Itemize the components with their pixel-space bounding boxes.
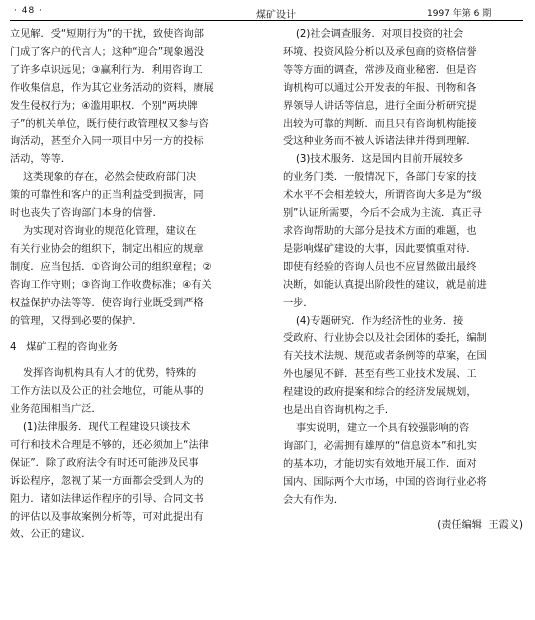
text-line: 也是出自咨询机构之手．	[283, 405, 396, 417]
text-line: 作收集信息，作为其它业务活动的资料，赓展	[10, 82, 214, 94]
page-number: · 48 ·	[14, 6, 43, 16]
section-heading: 4 煤矿工程的咨询业务	[10, 342, 118, 354]
text-line: 事实说明，建立一个具有较强影响的咨	[283, 422, 470, 434]
paragraph	[10, 169, 258, 223]
text-line: 界领导人讲话等信息，进行全面分析研究提	[283, 100, 477, 112]
text-line: 立见解．受“短期行为”的干扰，致使咨询部	[10, 29, 204, 40]
text-line: 一步．	[283, 297, 314, 309]
text-line: 受这种业务而不被人诉诸法律并得到理解．	[283, 136, 477, 148]
text-line: (1)法律服务．现代工程建设只谈技术	[10, 422, 191, 434]
text-line: 保证”．除了政府法令有时还可能涉及民事	[10, 457, 199, 469]
text-line: (2)社会调查服务．对项目投资的社会	[283, 29, 464, 40]
paragraph	[283, 420, 523, 510]
issue-label: 1997 年第 6 期	[427, 9, 492, 19]
text-line: 了许多卓识远见；③赢利行为．利用咨询工	[10, 64, 203, 76]
text-line: 有关行业协会的组织下，制定出相应的规章	[10, 243, 204, 255]
text-line: 制度．应当包括．①咨询公司的组织章程；②	[10, 261, 212, 273]
text-line: 的基本功，才能切实有效地开展工作．面对	[283, 458, 477, 470]
text-line: 有关技术法规、规范或者条例等的草案，在国	[283, 351, 487, 363]
text-line: (3)技术服务．这是国内目前开展较多	[283, 154, 464, 166]
paragraph	[283, 151, 523, 312]
text-line: 术水平不会相差较大，所谓咨询大多是为“级	[283, 190, 482, 202]
paragraph	[10, 223, 258, 330]
right-column	[283, 26, 523, 535]
left-column	[10, 26, 258, 544]
text-line: 出较为可靠的判断．而且只有咨询机构能接	[283, 118, 477, 130]
text-line: 询活动，甚至介入同一项目中另一方的投标	[10, 136, 204, 148]
paragraph	[10, 365, 258, 419]
text-line: 国内、国际两个大市场，中国的咨询行业必将	[283, 476, 487, 488]
text-line: 的管理，又得到必要的保护．	[10, 315, 143, 327]
text-line: 可行和技术合理是不够的，还必须加上“法律	[10, 439, 209, 451]
text-line: 会大有作为．	[283, 494, 345, 506]
paragraph	[283, 313, 523, 420]
text-line: 受政府、行业协会以及社会团体的委托，编制	[283, 333, 487, 345]
text-line: 门成了客户的代言人；这种“迎合”现象遏没	[10, 46, 204, 58]
paragraph	[283, 26, 523, 151]
paragraph	[10, 419, 258, 544]
text-line: 这类现象的存在，必然会使政府部门决	[10, 172, 197, 184]
text-line: 别”认证所需要，今后不会成为主流．真正寻	[283, 208, 482, 220]
text-line: 是影响煤矿建设的大事，因此要慎重对待．	[283, 243, 477, 255]
text-line: 发生侵权行为；④滥用职权．个别“两块牌	[10, 100, 198, 112]
text-line: 为实现对咨询业的规范化管理，建议在	[10, 225, 197, 237]
text-line: 询部门，必需拥有雄厚的“信息资本”和扎实	[283, 440, 477, 452]
text-line: 等等方面的调查，常涉及商业秘密．但是咨	[283, 64, 477, 76]
text-line: 外也屡见不鲜．甚至有些工业技术发展、工	[283, 369, 477, 381]
header-rule	[10, 20, 523, 21]
text-line: 时也丧失了咨询部门本身的信誉．	[10, 208, 163, 220]
text-line: 的评估以及事故案例分析等，可对此提出有	[10, 511, 204, 523]
text-line: 程建设的政府提案和综合的经济发展规划，	[283, 387, 477, 399]
text-line: (4)专题研究．作为经济性的业务．接	[283, 315, 464, 327]
journal-title: 煤矿设计	[256, 10, 296, 21]
text-line: 发挥咨询机构具有人才的优势，特殊的	[10, 368, 197, 380]
text-line: 策的可靠性和客户的正当利益受到损害，同	[10, 190, 204, 202]
editor-credit: (责任编辑 王霞义)	[437, 520, 523, 532]
text-line: 阻力．诸如法律运作程序的引导、合同文书	[10, 493, 204, 505]
text-line: 即使有经验的咨询人员也不应冒然做出最终	[283, 261, 477, 273]
text-line: 环境、投资风险分析以及承包商的资格信誉	[283, 46, 477, 58]
text-line: 业务范围相当广泛．	[10, 404, 102, 416]
text-line: 的业务门类．一般情况下，各部门专家的技	[283, 172, 477, 184]
running-header	[0, 0, 535, 22]
text-line: 咨询工作守则；③咨询工作收费标准；④有关	[10, 279, 212, 291]
text-line: 询机构可以通过公开发表的年报、刊物和各	[283, 82, 477, 94]
text-line: 决断，如能认真提出阶段性的建议，就是前进	[283, 279, 487, 291]
paragraph	[10, 26, 258, 169]
text-line: 活动，等等．	[10, 154, 72, 166]
text-line: 权益保护办法等等．使咨询行业既受到严格	[10, 297, 204, 309]
text-line: 子”的机关单位，既行使行政管理权又参与咨	[10, 118, 209, 130]
text-line: 效、公正的建议．	[10, 529, 92, 541]
text-line: 诉讼程序，忽视了某一方面都会受到人为的	[10, 475, 204, 487]
text-line: 工作方法以及公正的社会地位，可能从事的	[10, 386, 204, 398]
text-line: 求咨询帮助的大部分是技术方面的难题，也	[283, 225, 477, 237]
